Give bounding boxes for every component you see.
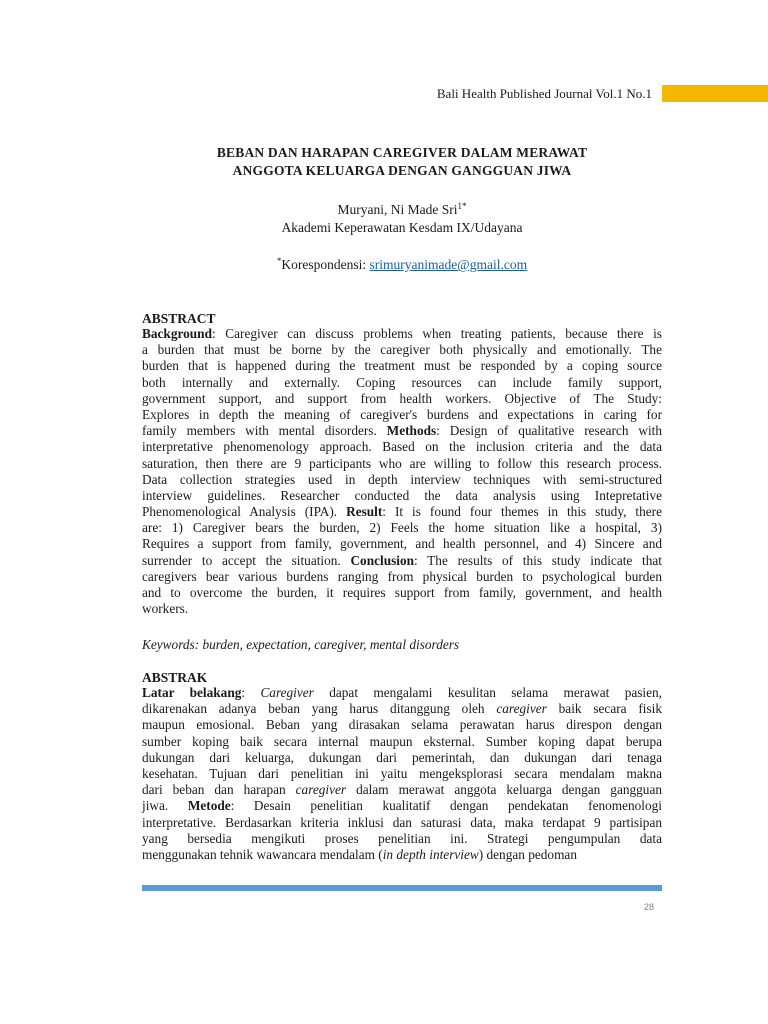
text-segment: dalam merawat anggota keluarga dengan gangguan bbox=[346, 782, 662, 798]
text-line bbox=[142, 815, 662, 831]
text-line bbox=[142, 701, 662, 717]
text-segment: Data collection strategies used in depth interview techniques with semi-structured bbox=[142, 471, 662, 487]
text-segment: both internally and externally. Coping resources can include family support, bbox=[142, 374, 662, 390]
paper-title bbox=[142, 144, 662, 180]
abstrak-body bbox=[142, 685, 662, 863]
correspondence-email-link[interactable]: srimuryanimade@gmail.com bbox=[369, 257, 528, 272]
text-segment: family members with mental disorders. bbox=[142, 423, 387, 439]
text-segment: kesehatan. Tujuan dari penelitian ini yaitu mengeksplorasi secara mendalam makna bbox=[142, 765, 662, 781]
text-line bbox=[142, 601, 662, 617]
text-line bbox=[142, 326, 662, 342]
author-list bbox=[142, 201, 662, 219]
text-segment: Caregiver bbox=[260, 685, 314, 700]
correspondence-label: Korespondensi: bbox=[281, 257, 370, 272]
abstract-heading: ABSTRACT bbox=[142, 311, 216, 326]
text-line bbox=[142, 423, 662, 439]
text-segment: ) dengan pedoman bbox=[478, 846, 577, 862]
text-segment: : It is found four themes in this study, there bbox=[382, 504, 662, 520]
text-segment: workers. bbox=[142, 601, 189, 617]
text-segment: : Caregiver can discuss problems when treating patients, because there is bbox=[211, 326, 662, 341]
correspondence-mark: * bbox=[276, 256, 282, 266]
text-line bbox=[142, 375, 662, 391]
header-accent-bar bbox=[662, 85, 768, 102]
text-line bbox=[142, 407, 662, 423]
text-line bbox=[142, 358, 662, 374]
text-line bbox=[142, 439, 662, 455]
text-line bbox=[142, 504, 662, 520]
text-segment: dapat mengalami kesulitan selama merawat pasien, bbox=[313, 685, 662, 700]
text-segment: dukungan dari keluarga, dukungan dari pemerintah, dan dukungan dari tenaga bbox=[142, 749, 662, 765]
keywords: Keywords: burden, expectation, caregiver, mental disorders bbox=[142, 637, 460, 652]
text-segment: caregiver bbox=[496, 701, 547, 717]
text-segment: menggunakan tehnik wawancara mendalam ( bbox=[142, 846, 383, 862]
text-segment: caregiver bbox=[295, 782, 347, 798]
text-segment: Background bbox=[142, 326, 212, 341]
text-segment: Metode bbox=[187, 798, 231, 814]
journal-header: Bali Health Published Journal Vol.1 No.1 bbox=[436, 86, 652, 101]
text-segment: Result bbox=[346, 504, 383, 520]
text-line bbox=[142, 585, 662, 601]
text-segment: Latar belakang bbox=[142, 685, 242, 700]
text-segment: surrender to accept the situation. bbox=[142, 552, 351, 568]
text-segment: in depth interview bbox=[382, 846, 479, 862]
text-line bbox=[142, 536, 662, 552]
title-line-1: BEBAN DAN HARAPAN CAREGIVER DALAM MERAWAT bbox=[216, 145, 588, 160]
abstrak-heading: ABSTRAK bbox=[142, 670, 208, 685]
text-line bbox=[142, 717, 662, 733]
text-segment: baik secara fisik bbox=[546, 701, 662, 717]
text-segment: a burden that must be borne by the caregiver both physically and emotionally. The bbox=[142, 342, 662, 358]
text-segment: and to overcome the burden, it requires support from family, government, and health bbox=[142, 585, 662, 600]
text-line bbox=[142, 750, 662, 766]
page-number: 28 bbox=[643, 902, 654, 912]
text-line bbox=[142, 782, 662, 798]
text-segment: Phenomenological Analysis (IPA). bbox=[142, 504, 347, 520]
text-line bbox=[142, 734, 662, 750]
text-segment: interpretative phenomenology approach. Based on the inclusion criteria and the data bbox=[142, 439, 662, 455]
footer-bar bbox=[142, 885, 662, 891]
text-line bbox=[142, 766, 662, 782]
text-segment: caregivers bear various burdens ranging from physical burden to psychological burden bbox=[142, 568, 662, 584]
text-segment: government support, and support from health workers. Objective of The Study: bbox=[142, 390, 662, 406]
text-segment: sumber koping baik secara internal maupun eksternal. Sumber koping dapat berupa bbox=[142, 733, 662, 749]
text-line bbox=[142, 847, 662, 863]
text-segment: : Design of qualitative research with bbox=[436, 423, 662, 439]
author-superscript: 1* bbox=[457, 201, 467, 211]
text-line bbox=[142, 685, 662, 701]
correspondence bbox=[142, 256, 662, 274]
text-segment: burden that is happened during the treatment must be responded by a coping source bbox=[142, 358, 662, 374]
title-line-2: ANGGOTA KELUARGA DENGAN GANGGUAN JIWA bbox=[232, 163, 572, 178]
text-segment: saturation, then there are 9 participants who are willing to follow this research process. bbox=[142, 455, 662, 471]
text-segment: : The results of this study indicate that bbox=[414, 552, 662, 568]
text-segment: are: 1) Caregiver bears the burden, 2) Feels the home situation like a hospital, 3) bbox=[142, 520, 662, 536]
text-line bbox=[142, 569, 662, 585]
author-names: Muryani, Ni Made Sri bbox=[337, 202, 458, 217]
text-line bbox=[142, 456, 662, 472]
text-segment: Explores in depth the meaning of caregiver's burdens and expectations in caring for bbox=[142, 406, 662, 422]
text-segment: dari beban dan harapan bbox=[142, 782, 296, 798]
text-segment: interview guidelines. Researcher conducted the data analysis using Intepretative bbox=[142, 487, 662, 503]
text-segment: : bbox=[241, 685, 261, 700]
text-segment: Methods bbox=[386, 423, 437, 439]
text-line bbox=[142, 488, 662, 504]
author-affiliation: Akademi Keperawatan Kesdam IX/Udayana bbox=[281, 220, 523, 235]
text-line bbox=[142, 798, 662, 814]
text-segment: yang bersedia mengikuti proses penelitian ini. Strategi pengumpulan data bbox=[142, 830, 662, 846]
text-segment: maupun emosional. Beban yang dirasakan selama perawatan harus direspon dengan bbox=[142, 717, 662, 733]
text-line bbox=[142, 520, 662, 536]
text-line bbox=[142, 342, 662, 358]
abstract-body bbox=[142, 326, 662, 617]
text-segment: jiwa. bbox=[142, 798, 188, 814]
text-segment: interpretative. Berdasarkan kriteria inklusi dan saturasi data, maka terdapat 9 partisipan bbox=[142, 814, 662, 830]
text-segment: dikarenakan adanya beban yang harus ditanggung oleh bbox=[142, 701, 497, 717]
text-segment: Requires a support from family, government, and health personnel, and 4) Sincere and bbox=[142, 536, 662, 552]
text-line bbox=[142, 553, 662, 569]
text-segment: Conclusion bbox=[350, 552, 415, 568]
text-line bbox=[142, 831, 662, 847]
text-segment: : Desain penelitian kualitatif dengan pendekatan fenomenologi bbox=[230, 798, 662, 814]
text-line bbox=[142, 391, 662, 407]
text-line bbox=[142, 472, 662, 488]
